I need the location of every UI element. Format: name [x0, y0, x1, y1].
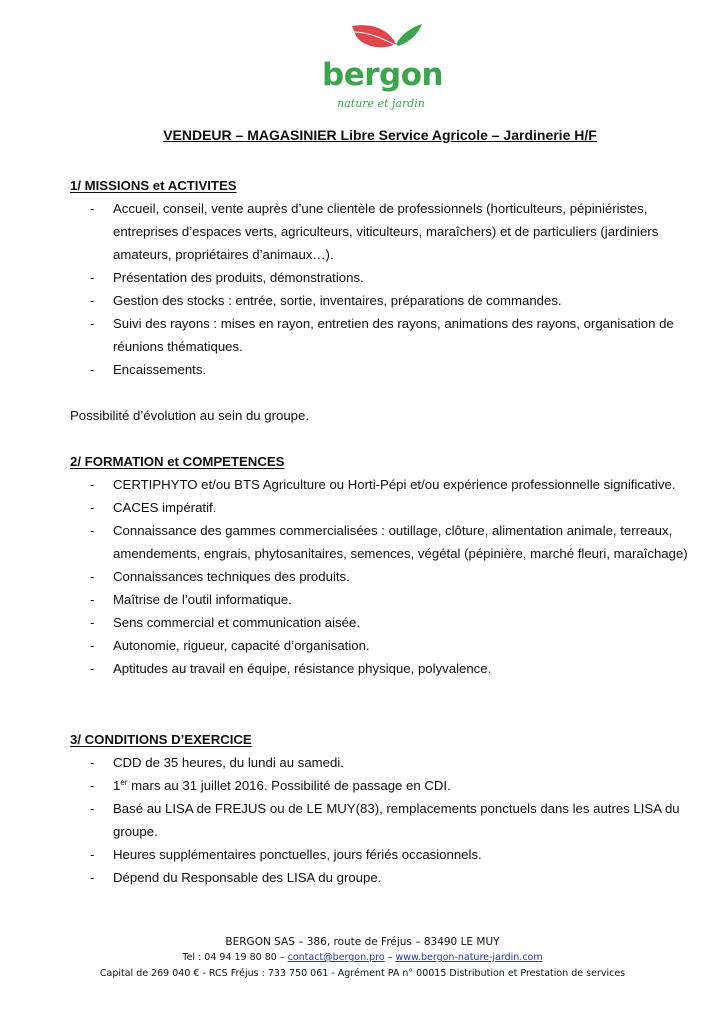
section-formation	[70, 450, 710, 680]
footer	[0, 934, 725, 982]
bullet-dash: -	[90, 316, 95, 331]
bullet-dash: -	[90, 362, 95, 377]
logo-wordmark: bergon	[322, 57, 444, 93]
bullet-dash: -	[90, 847, 95, 862]
list-item: - Autonomie, rigueur, capacité d’organisation.	[70, 634, 710, 657]
date-ordinal: er	[120, 778, 128, 787]
formation-list	[70, 473, 710, 680]
list-item: - Basé au LISA de FREJUS ou de LE MUY(83), remplacements ponctuels dans les autres LISA du groupe.	[70, 797, 710, 843]
bullet-dash: -	[90, 801, 95, 816]
bullet-dash: -	[90, 569, 95, 584]
footer-legal: Capital de 269 040 € - RCS Fréjus : 733 750 061 - Agrément PA n° 00015 Distribution et Prestation de services	[99, 968, 626, 979]
section-heading: 3/ CONDITIONS D’EXERCICE	[70, 732, 252, 747]
section-heading: 1/ MISSIONS et ACTIVITES	[70, 178, 237, 193]
list-item: - CDD de 35 heures, du lundi au samedi.	[70, 751, 710, 774]
missions-list	[70, 197, 710, 381]
list-item: - CERTIPHYTO et/ou BTS Agriculture ou Horti-Pépi et/ou expérience professionnelle significative.	[70, 473, 710, 496]
bullet-dash: -	[90, 638, 95, 653]
bullet-dash: -	[90, 500, 95, 515]
date-day: 1	[113, 778, 121, 793]
bullet-dash: -	[90, 477, 95, 492]
bullet-dash: -	[90, 755, 95, 770]
footer-tel: Tel : 04 94 19 80 80 –	[182, 952, 288, 963]
bergon-logo	[318, 20, 444, 110]
section-conditions	[70, 728, 710, 889]
list-item: - Connaissance des gammes commercialisées : outillage, clôture, alimentation animale, terreaux, amendements, engrais, phytosanitaires, semences, végétal (pépinière, marché fleuri, maraîchage)	[70, 519, 710, 565]
list-item: - 1er mars au 31 juillet 2016. Possibilité de passage en CDI.	[70, 774, 710, 797]
bullet-dash: -	[90, 661, 95, 676]
list-item: - Présentation des produits, démonstrations.	[70, 266, 710, 289]
list-item: - Aptitudes au travail en équipe, résistance physique, polyvalence.	[70, 657, 710, 680]
list-item: - Accueil, conseil, vente auprès d’une clientèle de professionnels (horticulteurs, pépiniéristes, entreprises d’espaces verts, agriculteurs, viticulteurs, maraîchers) et de particuliers (jardiniers amateurs, propriétaires d’animaux…).	[70, 197, 710, 266]
list-item: - Encaissements.	[70, 358, 710, 381]
conditions-list	[70, 751, 710, 889]
list-item: - Suivi des rayons : mises en rayon, entretien des rayons, animations des rayons, organisation de réunions thématiques.	[70, 312, 710, 358]
bullet-dash: -	[90, 615, 95, 630]
bullet-dash: -	[90, 778, 95, 793]
logo-tagline: nature et jardin	[337, 97, 425, 110]
bullet-dash: -	[90, 293, 95, 308]
bullet-dash: -	[90, 201, 95, 216]
list-item: - Maîtrise de l’outil informatique.	[70, 588, 710, 611]
list-item: - CACES impératif.	[70, 496, 710, 519]
list-item: - Heures supplémentaires ponctuelles, jours fériés occasionnels.	[70, 843, 710, 866]
section-missions	[70, 174, 710, 381]
bullet-dash: -	[90, 523, 95, 538]
list-item: - Gestion des stocks : entrée, sortie, inventaires, préparations de commandes.	[70, 289, 710, 312]
bullet-dash: -	[90, 870, 95, 885]
footer-address: BERGON SAS – 386, route de Fréjus – 83490 LE MUY	[225, 936, 500, 948]
footer-contact: Tel : 04 94 19 80 80 – contact@bergon.pro – www.bergon-nature-jardin.com	[182, 952, 543, 963]
section-heading: 2/ FORMATION et COMPETENCES	[70, 454, 285, 469]
bullet-dash: -	[90, 592, 95, 607]
list-item: - Dépend du Responsable des LISA du groupe.	[70, 866, 710, 889]
website-link[interactable]: www.bergon-nature-jardin.com	[395, 952, 543, 963]
bullet-dash: -	[90, 270, 95, 285]
evolution-note: Possibilité d’évolution au sein du groupe.	[70, 408, 309, 423]
job-title: VENDEUR – MAGASINIER Libre Service Agricole – Jardinerie H/F	[163, 127, 597, 143]
list-item: - Sens commercial et communication aisée.	[70, 611, 710, 634]
email-link[interactable]: contact@bergon.pro	[287, 952, 385, 963]
list-item: - Connaissances techniques des produits.	[70, 565, 710, 588]
